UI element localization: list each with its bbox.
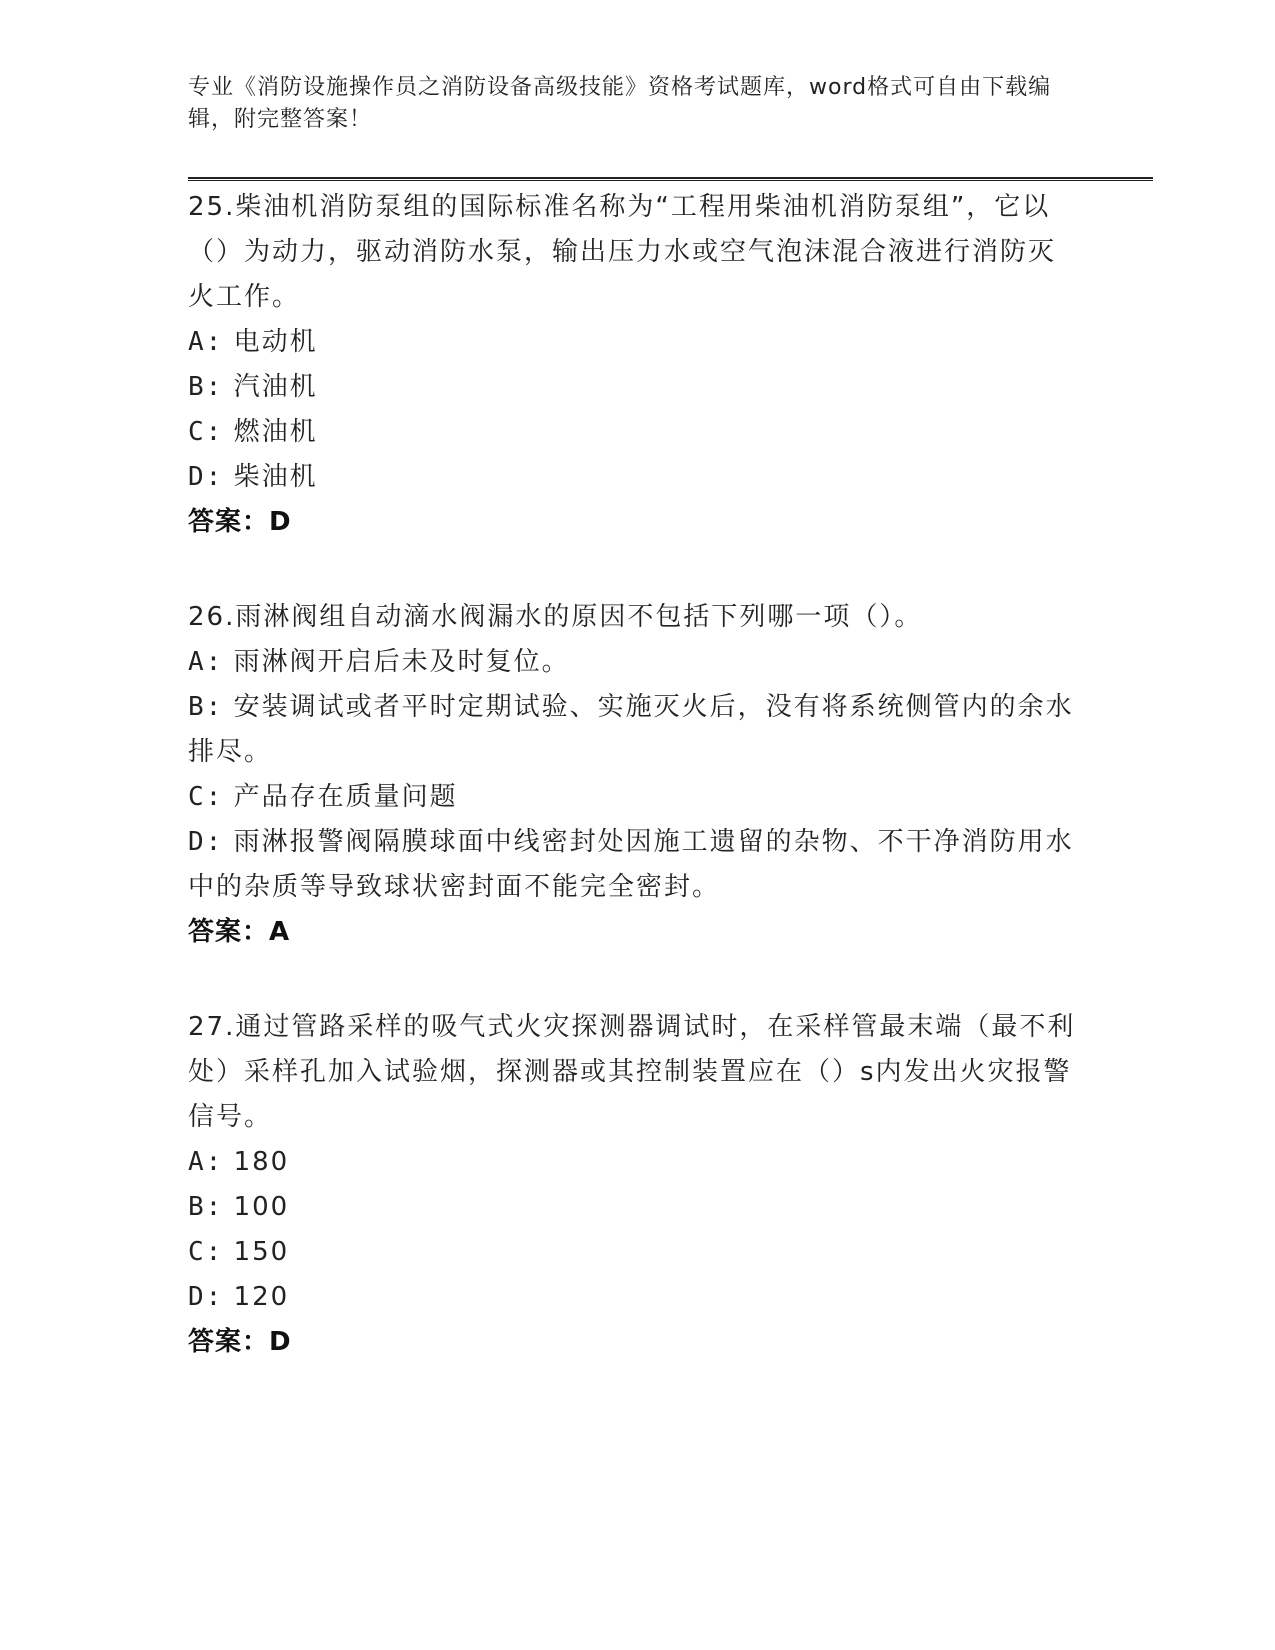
option-label: B: [188,692,224,722]
option-b [188,685,1078,775]
option-label: C: [188,782,224,812]
option-label: D: [188,827,224,857]
option-text: 柴油机 [233,462,318,492]
option-c [188,410,1078,455]
option-d [188,820,1078,910]
option-text: 汽油机 [233,372,318,402]
option-label: A: [188,647,224,677]
option-b [188,365,1078,410]
answer-line: 答案：D [188,507,292,537]
question-stem: 27.通过管路采样的吸气式火灾探测器调试时，在采样管最末端（最不利处）采样孔加入试验烟，探测器或其控制装置应在（）s内发出火灾报警信号。 [188,1012,1076,1132]
question-27 [188,1005,1078,1365]
option-text: 180 [233,1147,290,1177]
option-label: D: [188,462,224,492]
option-label: D: [188,1282,224,1312]
option-d [188,1275,1078,1320]
option-c [188,775,1078,820]
option-text: 100 [233,1192,290,1222]
option-label: B: [188,372,224,402]
option-label: A: [188,1147,224,1177]
option-label: B: [188,1192,224,1222]
option-a [188,640,1078,685]
option-text: 雨淋阀开启后未及时复位。 [233,647,570,677]
option-a [188,1140,1078,1185]
option-b [188,1185,1078,1230]
option-a [188,320,1078,365]
document-header: 专业《消防设施操作员之消防设备高级技能》资格考试题库，word格式可自由下载编辑，附完整答案！ [188,75,1052,132]
question-stem: 25.柴油机消防泵组的国际标准名称为“工程用柴油机消防泵组”，它以（）为动力，驱动消防水泵，输出压力水或空气泡沫混合液进行消防灭火工作。 [188,192,1057,312]
question-26 [188,595,1078,955]
option-text: 电动机 [233,327,318,357]
option-label: C: [188,1237,224,1267]
option-label: C: [188,417,224,447]
option-text: 安装调试或者平时定期试验、实施灭火后，没有将系统侧管内的余水排尽。 [188,692,1074,767]
option-text: 120 [233,1282,290,1312]
option-text: 150 [233,1237,290,1267]
answer-line: 答案：D [188,1327,292,1357]
option-text: 产品存在质量问题 [233,782,458,812]
option-c [188,1230,1078,1275]
option-text: 雨淋报警阀隔膜球面中线密封处因施工遗留的杂物、不干净消防用水中的杂质等导致球状密封面不能完全密封。 [188,827,1074,902]
option-text: 燃油机 [233,417,318,447]
option-d [188,455,1078,500]
header-divider [188,177,1153,181]
option-label: A: [188,327,224,357]
answer-line: 答案：A [188,917,291,947]
question-stem: 26.雨淋阀组自动滴水阀漏水的原因不包括下列哪一项（）。 [188,602,923,632]
question-25 [188,185,1078,545]
